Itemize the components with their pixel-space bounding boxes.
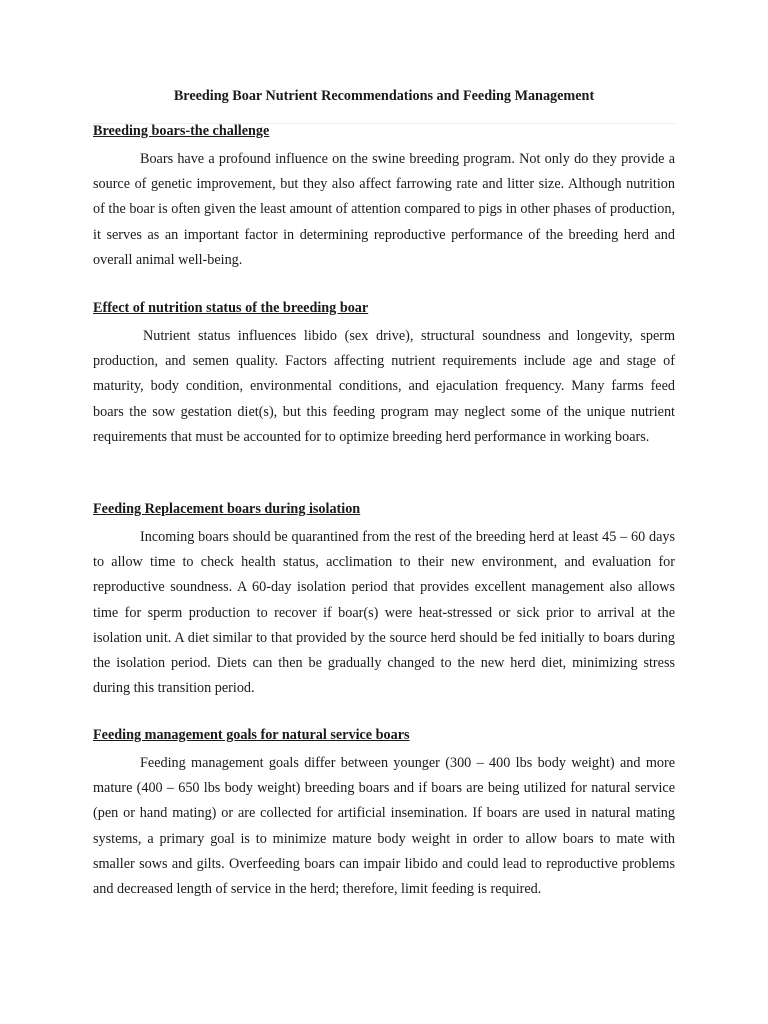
section-heading: Feeding management goals for natural service boars: [93, 727, 410, 743]
section-nutrition-status: [93, 299, 675, 450]
section-replacement-boars-isolation: [93, 500, 675, 701]
section-heading: Breeding boars-the challenge: [93, 123, 270, 139]
section-paragraph: Boars have a profound influence on the swine breeding program. Not only do they provide a source of genetic improvement, but they also affect farrowing rate and litter size. Although nutrition of the boar is often given the least amount of attention compared to pigs in other phases of production, it serves as an important factor in determining reproductive performance of the breeding herd and overall animal well-being.: [93, 151, 675, 268]
document-title: Breeding Boar Nutrient Recommendations and Feeding Management: [173, 88, 595, 104]
section-paragraph: Feeding management goals differ between younger (300 – 400 lbs body weight) and more mature (400 – 650 lbs body weight) breeding boars and if boars are being utilized for natural service (pen or hand mating) or are collected for artificial insemination. If boars are used in natural mating systems, a primary goal is to minimize mature body weight in order to allow boars to mate with smaller sows and gilts. Overfeeding boars can impair libido and could lead to reproductive problems and decreased length of service in the herd; therefore, limit feeding is required.: [93, 755, 675, 898]
section-heading: Effect of nutrition status of the breeding boar: [93, 300, 369, 316]
section-natural-service-goals: [93, 726, 675, 902]
section-heading: Feeding Replacement boars during isolation: [93, 501, 361, 517]
section-breeding-boars-challenge: [93, 122, 675, 273]
section-paragraph: Incoming boars should be quarantined from the rest of the breeding herd at least 45 – 60 days to allow time to check health status, acclimation to their new environment, and evaluation for reproductive soundness. A 60-day isolation period that provides excellent management also allows time for sperm production to recover if boar(s) were heat-stressed or sick prior to arrival at the isolation unit. A diet similar to that provided by the source herd should be fed initially to boars during the isolation period. Diets can then be gradually changed to the new herd diet, minimizing stress during this transition period.: [93, 529, 675, 697]
section-paragraph: Nutrient status influences libido (sex drive), structural soundness and longevity, sperm production, and semen quality. Factors affecting nutrient requirements include age and stage of maturity, body condition, environmental conditions, and ejaculation frequency. Many farms feed boars the sow gestation diet(s), but this feeding program may neglect some of the unique nutrient requirements that must be accounted for to optimize breeding herd performance in working boars.: [93, 328, 675, 445]
